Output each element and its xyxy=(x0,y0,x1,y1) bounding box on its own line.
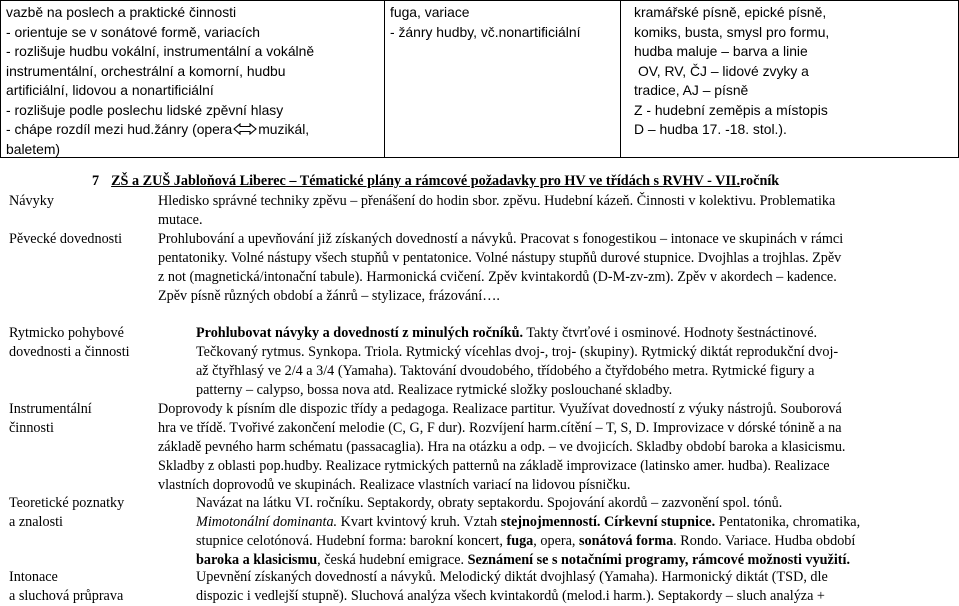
teoreticke-line-2: Mimotonální dominanta. Kvart kvintový kruh. Vztah stejnojmenností. Církevní stupnice. Pentatonika, chromatika, xyxy=(196,514,861,530)
intonace-line-2: dispozic i vedlejší stupně). Sluchová analýza všech kvintakordů (melod.i harm.). Septakordy – sluch analýza + xyxy=(196,588,825,604)
intonace-label xyxy=(9,568,123,606)
top-col2-text xyxy=(390,3,580,42)
teoreticke-label-line-1: Teoretické poznatky xyxy=(9,495,125,511)
rytmicko-line-4: patterny – calypso, bossa nova atd. Realizace rytmické složky poslouchané skladby. xyxy=(196,382,673,398)
top-table-divider-1 xyxy=(384,0,385,158)
teoreticke-line-1: Navázat na látku VI. ročníku. Septakordy, obraty septakordu. Spojování akordů – zazvonění spol. tónů. xyxy=(196,495,783,511)
intonace-line-1: Upevnění získaných dovedností a návyků. Melodický diktát dvojhlasý (Yamaha). Harmonický diktát (TSD, dle xyxy=(196,569,828,585)
top-col3-text xyxy=(634,3,829,140)
instrumentalni-label xyxy=(9,400,92,438)
top-table-divider-2 xyxy=(620,0,621,158)
top-col3-line-4: OV, RV, ČJ – lidové zvyky a xyxy=(638,62,809,79)
top-col1-line-8: baletem) xyxy=(6,140,61,157)
pevecke-text xyxy=(158,230,843,306)
intonace-label-line-2: a sluchová průprava xyxy=(9,588,124,604)
top-col1-line-7 xyxy=(6,120,314,140)
heading-text: ZŠ a ZUŠ Jabloňová Liberec – Tématické plány a rámcové požadavky pro HV ve třídách s RVHV - VII. xyxy=(111,173,741,189)
intonace-text xyxy=(196,568,828,606)
top-table-border-top xyxy=(0,0,959,1)
top-col2-line-1: fuga, variace xyxy=(390,4,470,20)
top-col2-line-2: - žánry hudby, vč.nonartificiální xyxy=(390,23,581,40)
rytmicko-text xyxy=(196,324,838,400)
teoreticke-label xyxy=(9,494,124,532)
top-col3-line-1: kramářské písně, epické písně, xyxy=(634,4,827,20)
navyky-text xyxy=(158,192,835,230)
top-col3-line-5: tradice, AJ – písně xyxy=(634,82,749,98)
teoreticke-text xyxy=(196,494,860,570)
rytmicko-label xyxy=(9,324,130,362)
teoreticke-line-3: stupnice celotónová. Hudební forma: barokní koncert, fuga, opera, sonátová forma. Rondo. Variace. Hudba období xyxy=(196,533,856,549)
top-col1-line-6: - rozlišuje podle poslechu lidské zpěvní hlasy xyxy=(6,101,284,118)
teoreticke-line-4: baroka a klasicismu, česká hudební emigrace. Seznámení se s notačními programy, rámcové možnosti využití. xyxy=(196,552,851,568)
section-heading xyxy=(92,172,779,191)
pevecke-line-4: Zpěv písně různých období a žánrů – stylizace, frázování…. xyxy=(158,288,500,304)
rytmicko-line-1-rest: Takty čtvrťové i osminové. Hodnoty šestnáctinové. xyxy=(523,325,818,341)
instrumentalni-line-3: základě pevného harm schématu (passacaglia). Hra na otázku a odp. – ve dvojicích. Skladby období baroka a klasicismu. xyxy=(158,439,846,455)
instrumentalni-line-1: Doprovody k písním dle dispozic třídy a pedagoga. Realizace partitur. Využívat dovedností z výuky nástrojů. Souborová xyxy=(158,401,842,417)
top-col3-line-3: hudba maluje – barva a linie xyxy=(634,43,808,59)
top-col1-line-4: instrumentální, orchestrální a komorní, hudbu xyxy=(6,62,286,79)
rytmicko-line-3: až čtyřhlasý ve 2/4 a 3/4 (Yamaha). Taktování dvoudobého, třídobého a čtyřdobého metra. Rytmické figury a xyxy=(196,363,815,379)
rytmicko-line-2: Tečkovaný rytmus. Synkopa. Triola. Rytmický vícehlas dvoj-, troj- (skupiny). Rytmický diktát reprodukční dvoj- xyxy=(196,344,839,360)
top-col3-line-7: D – hudba 17. -18. stol.). xyxy=(634,121,787,137)
muzikal-text: muzikál, xyxy=(258,121,310,137)
heading-suffix: ročník xyxy=(740,173,780,189)
top-table-border-left xyxy=(0,0,1,158)
heading-number: 7 xyxy=(92,173,100,189)
double-arrow-icon xyxy=(233,123,257,135)
top-col1-line-5: artificiální, lidovou a nonartificiální xyxy=(6,82,214,98)
top-col3-line-2: komiks, busta, smysl pro formu, xyxy=(634,23,830,40)
rytmicko-label-line-1: Rytmicko pohybové xyxy=(9,325,124,341)
opera-text: - chápe rozdíl mezi hud.žánry (opera xyxy=(6,121,233,137)
teoreticke-label-line-2: a znalosti xyxy=(9,514,63,530)
instrumentalni-label-line-2: činnosti xyxy=(9,420,54,436)
instrumentalni-line-4: Skladby z oblasti pop.hudby. Realizace rytmických patternů na základě improvizace (latinsko amer. hudba). Realizace xyxy=(158,458,830,474)
pevecke-label: Pěvecké dovednosti xyxy=(9,231,123,247)
pevecke-line-2: pentatoniky. Volné nástupy všech stupňů v pentatonice. Volné nástupy stupňů durové stupnice. Dvojhlas a trojhlas. Zpěv xyxy=(158,250,842,266)
pevecke-line-1: Prohlubování a upevňování již získaných dovedností a návyků. Pracovat s fonogestikou – intonace ve skupinách v rámci xyxy=(158,231,844,247)
rytmicko-label-line-2: dovednosti a činnosti xyxy=(9,344,130,360)
instrumentalni-label-line-1: Instrumentální xyxy=(9,401,92,417)
instrumentalni-line-5: vlastních doprovodů ve skupinách. Realizace vlastních variací na lidovou písničku. xyxy=(158,477,631,493)
instrumentalni-text xyxy=(158,400,845,495)
top-col1-line-1: vazbě na poslech a praktické činnosti xyxy=(6,4,237,20)
pevecke-line-3: z not (magnetická/intonační tabule). Harmonická cvičení. Zpěv kvintakordů (D-M-zv-zm). Zpěv v akordech – kadence. xyxy=(158,269,837,285)
top-col1-line-2: - orientuje se v sonátové formě, variacích xyxy=(6,23,261,40)
rytmicko-line-1 xyxy=(196,324,838,343)
instrumentalni-line-2: hra ve třídě. Tvořivé zakončení melodie (C, G, F dur). Rozvíjení harm.cítění – T, S, D. Improvizace v dórské tónině a na xyxy=(158,420,842,436)
intonace-label-line-1: Intonace xyxy=(9,569,58,585)
navyky-line-2: mutace. xyxy=(158,212,203,228)
top-col3-line-6: Z - hudební zeměpis a místopis xyxy=(634,101,828,118)
top-col1-text xyxy=(6,3,314,159)
navyky-line-1: Hledisko správné techniky zpěvu – přenášení do hodin sbor. zpěvu. Hudební kázeň. Činnosti v kolektivu. Problematika xyxy=(158,193,836,209)
top-col1-line-3: - rozlišuje hudbu vokální, instrumentální a vokálně xyxy=(6,43,315,59)
navyky-label: Návyky xyxy=(9,193,54,209)
rytmicko-line-1-bold: Prohlubovat návyky a dovedností z minulých ročníků. xyxy=(196,325,524,341)
